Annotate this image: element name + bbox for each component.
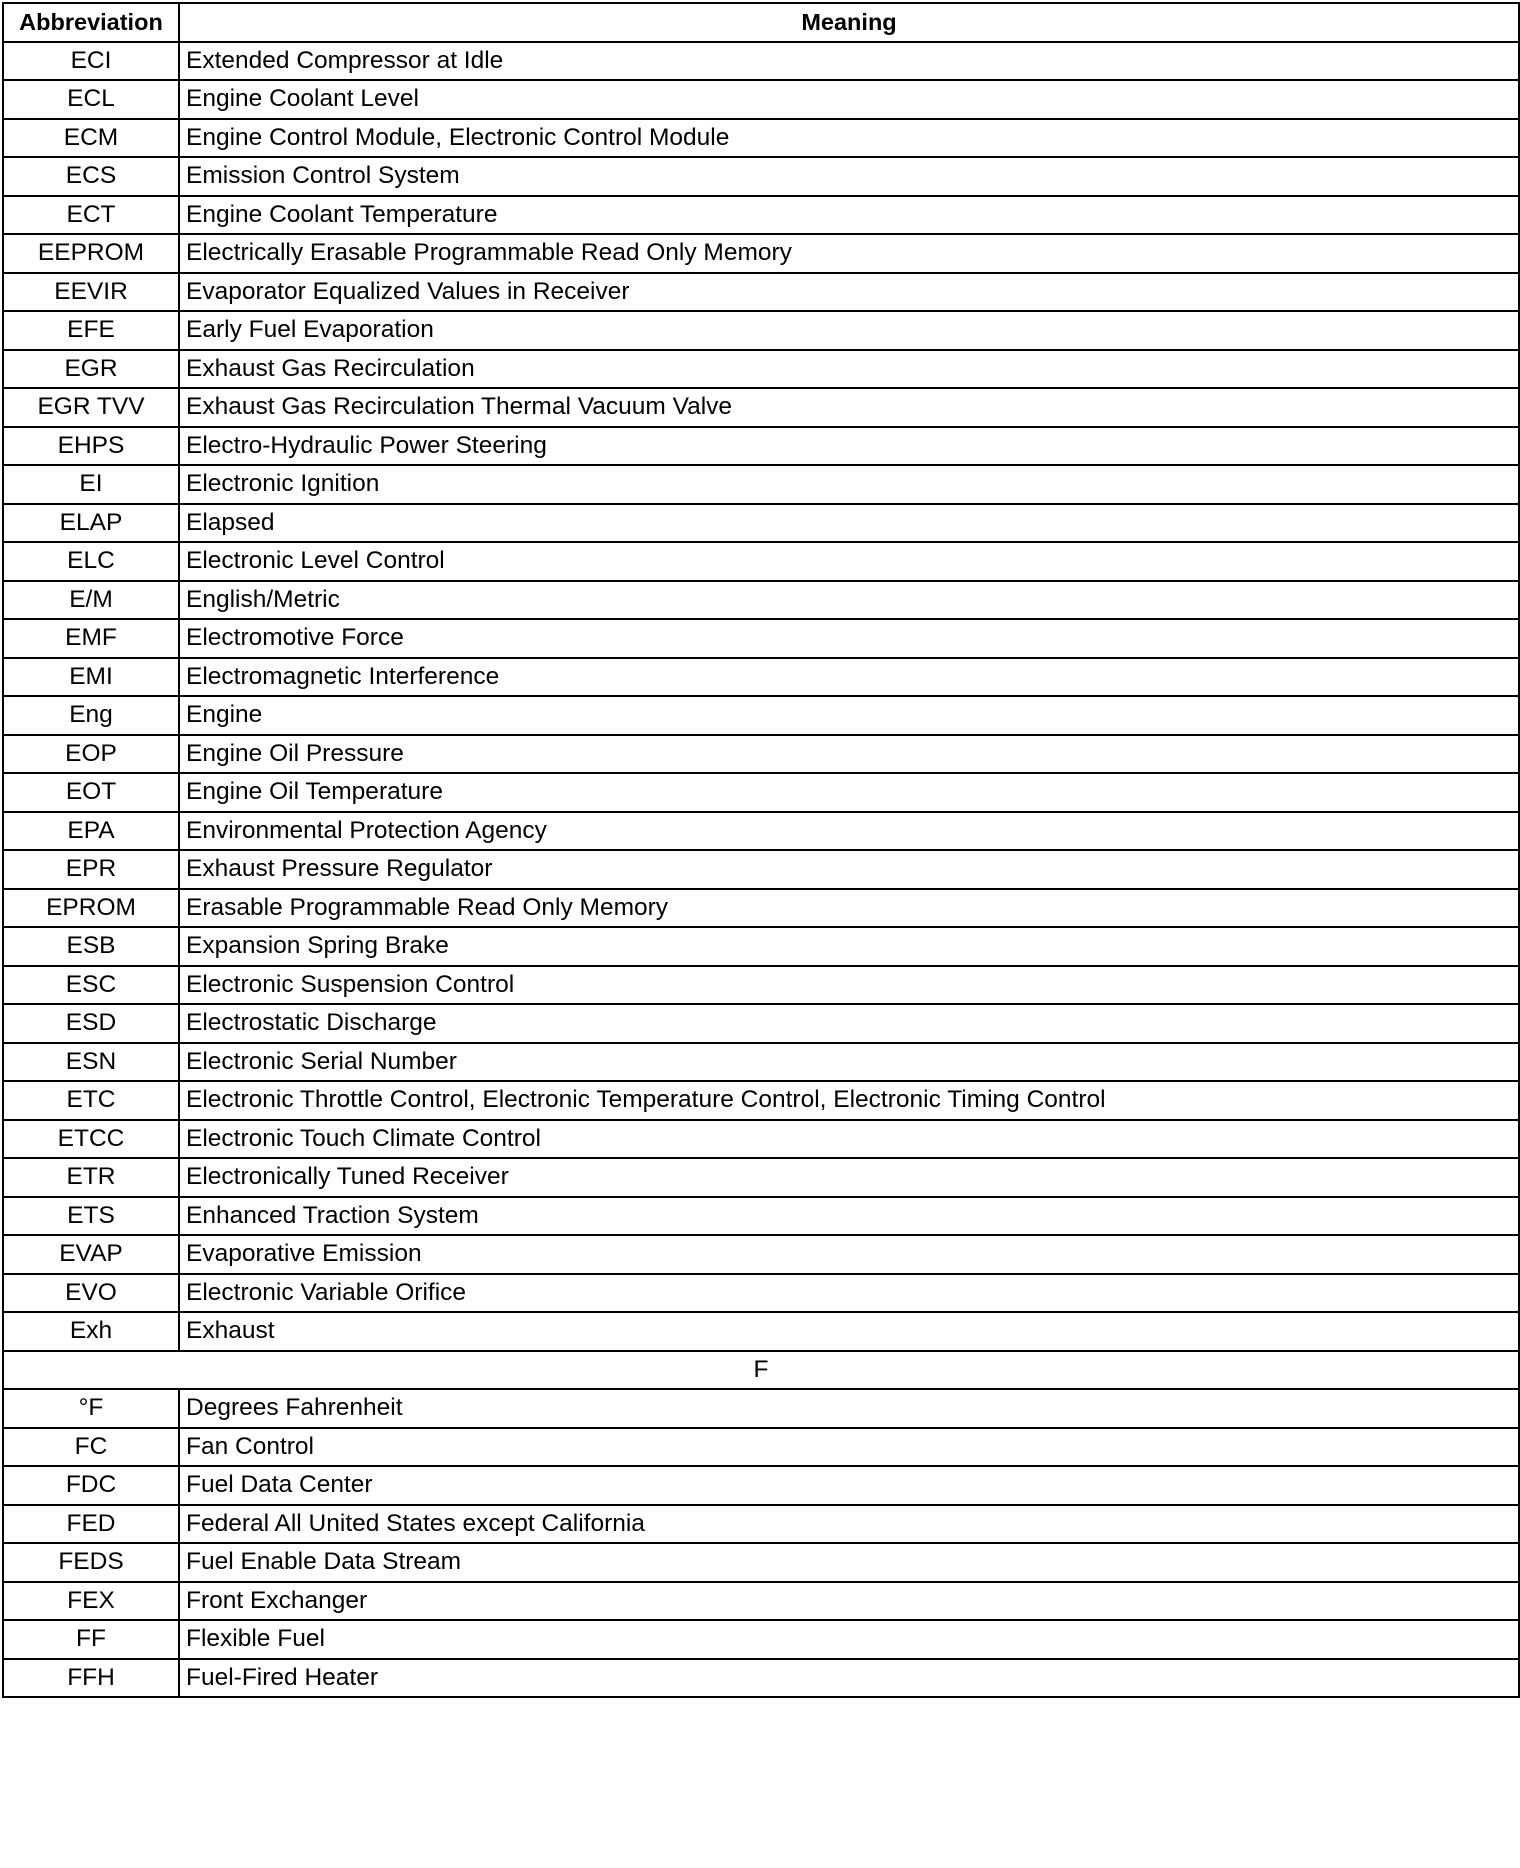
meaning-cell: Fuel Data Center [179, 1466, 1519, 1505]
table-row [3, 889, 1519, 928]
abbreviation-cell: EEVIR [3, 273, 179, 312]
meaning-cell: Environmental Protection Agency [179, 812, 1519, 851]
meaning-cell: Evaporative Emission [179, 1235, 1519, 1274]
table-row [3, 465, 1519, 504]
meaning-cell: English/Metric [179, 581, 1519, 620]
meaning-cell: Degrees Fahrenheit [179, 1389, 1519, 1428]
abbreviation-cell: EGR TVV [3, 388, 179, 427]
meaning-cell: Expansion Spring Brake [179, 927, 1519, 966]
abbreviation-cell: EOP [3, 735, 179, 774]
meaning-cell: Electrostatic Discharge [179, 1004, 1519, 1043]
table-row [3, 350, 1519, 389]
meaning-cell: Electronic Serial Number [179, 1043, 1519, 1082]
meaning-cell: Engine Coolant Level [179, 80, 1519, 119]
abbreviation-cell: EMI [3, 658, 179, 697]
abbreviation-cell: ETR [3, 1158, 179, 1197]
table-row [3, 1197, 1519, 1236]
meaning-cell: Electronic Variable Orifice [179, 1274, 1519, 1313]
table-row [3, 619, 1519, 658]
table-row [3, 966, 1519, 1005]
abbreviation-cell: Exh [3, 1312, 179, 1351]
abbreviation-cell: EHPS [3, 427, 179, 466]
table-row [3, 157, 1519, 196]
table-row [3, 850, 1519, 889]
table-row [3, 1543, 1519, 1582]
abbreviation-cell: ELC [3, 542, 179, 581]
table-row [3, 80, 1519, 119]
meaning-cell: Fan Control [179, 1428, 1519, 1467]
abbreviation-cell: EPR [3, 850, 179, 889]
table-row [3, 1158, 1519, 1197]
table-row [3, 1505, 1519, 1544]
abbreviation-cell: ESC [3, 966, 179, 1005]
abbreviation-cell: EOT [3, 773, 179, 812]
meaning-cell: Erasable Programmable Read Only Memory [179, 889, 1519, 928]
meaning-cell: Electronic Throttle Control, Electronic Temperature Control, Electronic Timing Control [179, 1081, 1519, 1120]
table-row [3, 1081, 1519, 1120]
abbreviation-cell: EVO [3, 1274, 179, 1313]
table-row [3, 1004, 1519, 1043]
table-row [3, 1389, 1519, 1428]
table-row [3, 1466, 1519, 1505]
meaning-cell: Federal All United States except California [179, 1505, 1519, 1544]
table-row [3, 581, 1519, 620]
meaning-cell: Enhanced Traction System [179, 1197, 1519, 1236]
table-row [3, 1274, 1519, 1313]
table-row [3, 119, 1519, 158]
meaning-cell: Evaporator Equalized Values in Receiver [179, 273, 1519, 312]
table-row [3, 504, 1519, 543]
section-f-rows [3, 1389, 1519, 1697]
meaning-column-header: Meaning [179, 3, 1519, 42]
table-row [3, 542, 1519, 581]
meaning-cell: Electronic Level Control [179, 542, 1519, 581]
abbreviation-cell: ESB [3, 927, 179, 966]
abbreviation-cell: ECT [3, 196, 179, 235]
table-row [3, 388, 1519, 427]
table-row [3, 927, 1519, 966]
table-row [3, 42, 1519, 81]
meaning-cell: Early Fuel Evaporation [179, 311, 1519, 350]
abbreviation-cell: ELAP [3, 504, 179, 543]
meaning-cell: Exhaust [179, 1312, 1519, 1351]
meaning-cell: Exhaust Pressure Regulator [179, 850, 1519, 889]
table-row [3, 658, 1519, 697]
table-row [3, 1120, 1519, 1159]
abbreviation-cell: ECI [3, 42, 179, 81]
abbreviation-cell: EVAP [3, 1235, 179, 1274]
section-e-rows [3, 42, 1519, 1351]
meaning-cell: Electrically Erasable Programmable Read Only Memory [179, 234, 1519, 273]
meaning-cell: Engine Control Module, Electronic Control Module [179, 119, 1519, 158]
meaning-cell: Electromotive Force [179, 619, 1519, 658]
section-f-header-group [3, 1351, 1519, 1390]
meaning-cell: Exhaust Gas Recirculation Thermal Vacuum Valve [179, 388, 1519, 427]
table-row [3, 1428, 1519, 1467]
abbreviation-cell: FED [3, 1505, 179, 1544]
abbreviation-cell: ETS [3, 1197, 179, 1236]
abbreviation-cell: °F [3, 1389, 179, 1428]
meaning-cell: Electronic Touch Climate Control [179, 1120, 1519, 1159]
abbreviation-cell: EGR [3, 350, 179, 389]
meaning-cell: Electromagnetic Interference [179, 658, 1519, 697]
meaning-cell: Engine Oil Pressure [179, 735, 1519, 774]
abbreviation-cell: ETC [3, 1081, 179, 1120]
abbreviation-cell: ECM [3, 119, 179, 158]
abbreviation-cell: EPROM [3, 889, 179, 928]
table-row [3, 1043, 1519, 1082]
table-row [3, 735, 1519, 774]
meaning-cell: Electronic Ignition [179, 465, 1519, 504]
meaning-cell: Fuel-Fired Heater [179, 1659, 1519, 1698]
meaning-cell: Engine [179, 696, 1519, 735]
table-row [3, 1312, 1519, 1351]
table-row [3, 1620, 1519, 1659]
abbreviation-cell: EI [3, 465, 179, 504]
abbreviation-cell: EMF [3, 619, 179, 658]
meaning-cell: Flexible Fuel [179, 1620, 1519, 1659]
abbreviation-cell: FEDS [3, 1543, 179, 1582]
abbreviation-table [2, 2, 1520, 1698]
meaning-cell: Engine Oil Temperature [179, 773, 1519, 812]
table-row [3, 234, 1519, 273]
table-row [3, 273, 1519, 312]
meaning-cell: Extended Compressor at Idle [179, 42, 1519, 81]
table-row [3, 812, 1519, 851]
section-header-row [3, 1351, 1519, 1390]
table-row [3, 1582, 1519, 1621]
table-row [3, 1235, 1519, 1274]
meaning-cell: Exhaust Gas Recirculation [179, 350, 1519, 389]
meaning-cell: Fuel Enable Data Stream [179, 1543, 1519, 1582]
abbreviation-cell: E/M [3, 581, 179, 620]
abbreviation-column-header: Abbreviation [3, 3, 179, 42]
section-f-label: F [3, 1351, 1519, 1390]
abbreviation-cell: FDC [3, 1466, 179, 1505]
abbreviation-cell: ESN [3, 1043, 179, 1082]
abbreviation-cell: FEX [3, 1582, 179, 1621]
table-row [3, 427, 1519, 466]
meaning-cell: Front Exchanger [179, 1582, 1519, 1621]
abbreviation-cell: EFE [3, 311, 179, 350]
meaning-cell: Electronically Tuned Receiver [179, 1158, 1519, 1197]
table-row [3, 196, 1519, 235]
header-row [3, 3, 1519, 42]
table-row [3, 311, 1519, 350]
meaning-cell: Electro-Hydraulic Power Steering [179, 427, 1519, 466]
meaning-cell: Electronic Suspension Control [179, 966, 1519, 1005]
abbreviation-cell: FF [3, 1620, 179, 1659]
abbreviation-cell: FC [3, 1428, 179, 1467]
abbreviation-cell: ETCC [3, 1120, 179, 1159]
abbreviation-cell: EPA [3, 812, 179, 851]
abbreviation-cell: ECL [3, 80, 179, 119]
table-row [3, 773, 1519, 812]
table-row [3, 1659, 1519, 1698]
abbreviation-cell: ESD [3, 1004, 179, 1043]
meaning-cell: Engine Coolant Temperature [179, 196, 1519, 235]
abbreviation-cell: EEPROM [3, 234, 179, 273]
meaning-cell: Emission Control System [179, 157, 1519, 196]
abbreviation-cell: ECS [3, 157, 179, 196]
abbreviation-cell: FFH [3, 1659, 179, 1698]
abbreviation-cell: Eng [3, 696, 179, 735]
meaning-cell: Elapsed [179, 504, 1519, 543]
table-row [3, 696, 1519, 735]
